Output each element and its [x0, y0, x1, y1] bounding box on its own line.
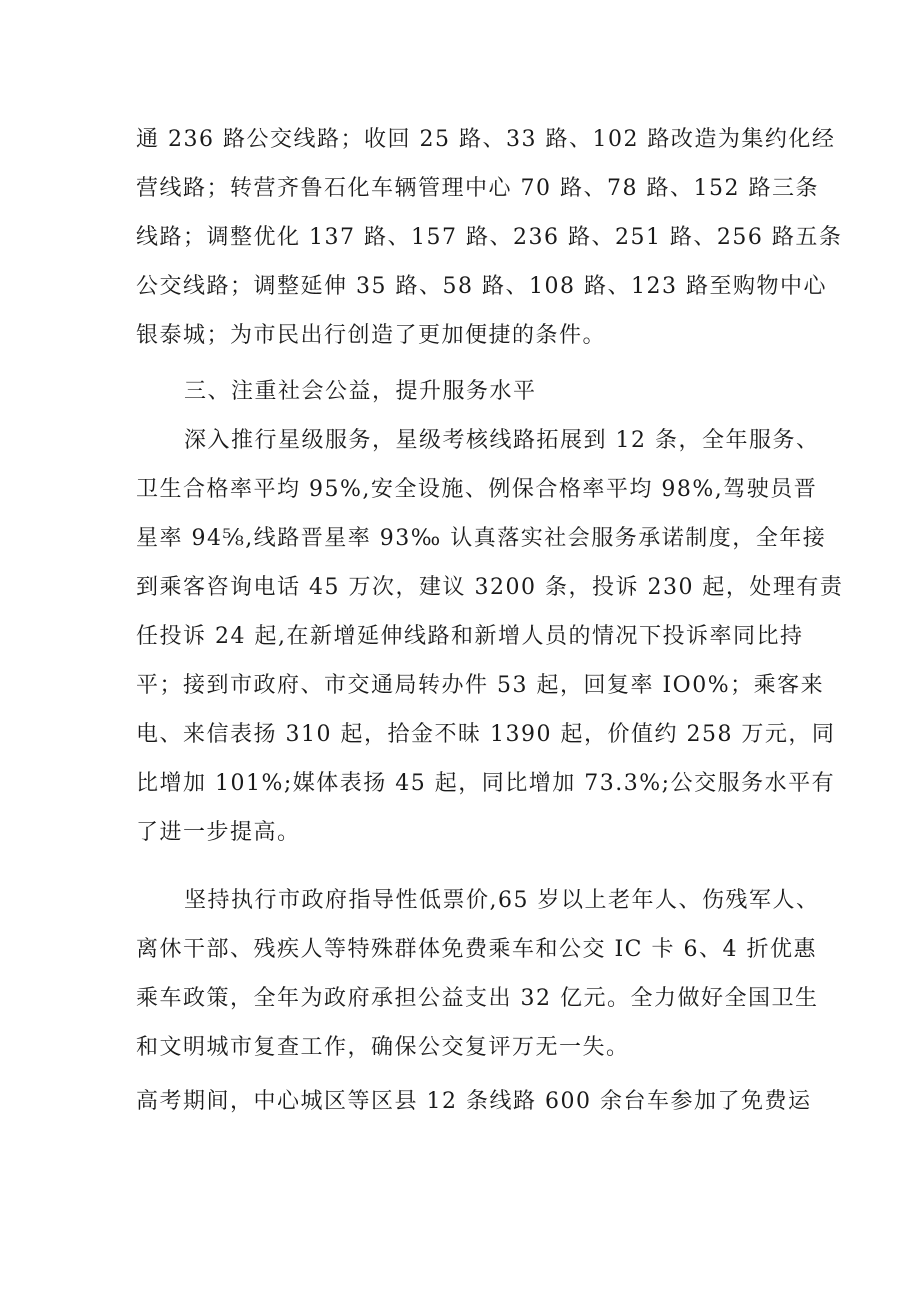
paragraph-routes	[136, 115, 843, 360]
paragraph-star-service	[136, 416, 844, 857]
paragraph-exam-period	[136, 1077, 812, 1126]
text-line: 线路；调整优化 137 路、157 路、236 路、251 路、256 路五条	[136, 225, 843, 250]
text-line: 任投诉 24 起,在新增延伸线路和新增人员的情况下投诉率同比持	[136, 624, 804, 649]
text-line: 高考期间，中心城区等区县 12 条线路 600 余台车参加了免费运	[136, 1089, 812, 1114]
text-line: 了进一步提高。	[136, 820, 301, 845]
text-line: 卫生合格率平均 95%,安全设施、例保合格率平均 98%,驾驶员晋	[136, 477, 818, 502]
text-line: 深入推行星级服务，星级考核线路拓展到 12 条，全年服务、	[184, 428, 820, 453]
text-line: 坚持执行市政府指导性低票价,65 岁以上老年人、伤残军人、	[184, 888, 820, 913]
text-line: 和文明城市复查工作，确保公交复评万无一失。	[136, 1035, 630, 1060]
section-heading	[136, 367, 796, 416]
text-line: 通 236 路公交线路；收回 25 路、33 路、102 路改造为集约化经	[136, 127, 836, 152]
text-line: 比增加 101%;媒体表扬 45 起，同比增加 73.3%;公交服务水平有	[136, 771, 836, 796]
text-line: 公交线路；调整延伸 35 路、58 路、108 路、123 路至购物中心	[136, 274, 827, 299]
text-line: 乘车政策，全年为政府承担公益支出 32 亿元。全力做好全国卫生	[136, 986, 819, 1011]
section-heading-text: 三、注重社会公益，提升服务水平	[184, 379, 537, 404]
text-line: 银泰城；为市民出行创造了更加便捷的条件。	[136, 323, 607, 348]
text-line: 星率 94⅝,线路晋星率 93‰ 认真落实社会服务承诺制度，全年接	[136, 526, 827, 551]
text-line: 电、来信表扬 310 起，拾金不昧 1390 起，价值约 258 万元，同	[136, 722, 836, 747]
text-line: 平；接到市政府、市交通局转办件 53 起，回复率 IO0%；乘客来	[136, 673, 825, 698]
paragraph-low-fare	[136, 876, 820, 1072]
text-line: 离休干部、残疾人等特殊群体免费乘车和公交 IC 卡 6、4 折优惠	[136, 937, 817, 962]
text-line: 营线路；转营齐鲁石化车辆管理中心 70 路、78 路、152 路三条	[136, 176, 819, 201]
text-line: 到乘客咨询电话 45 万次，建议 3200 条，投诉 230 起，处理有责	[136, 575, 844, 600]
